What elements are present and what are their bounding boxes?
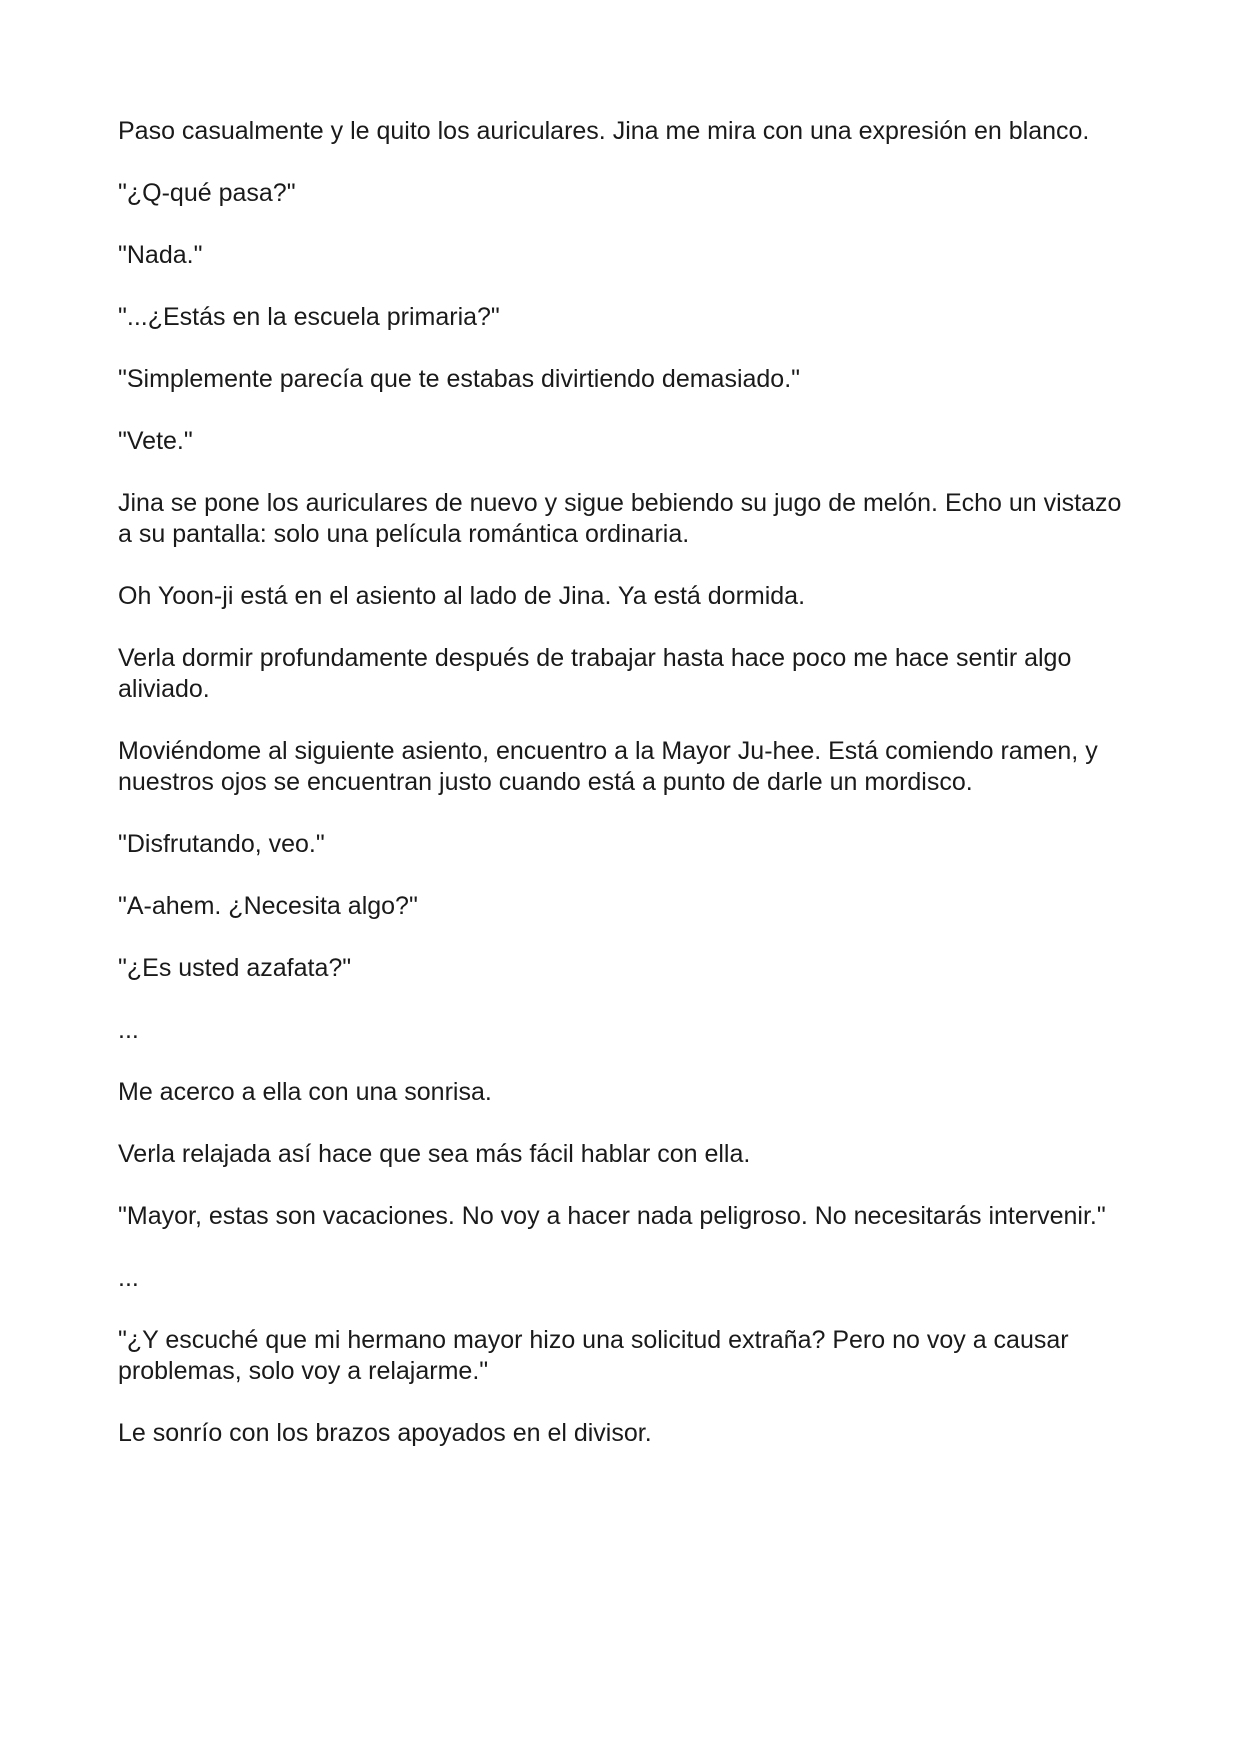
document-body — [118, 116, 1128, 1480]
paragraph: Paso casualmente y le quito los auriculares. Jina me mira con una expresión en blanco. — [118, 117, 1090, 145]
paragraph: "Vete." — [118, 427, 193, 455]
paragraph: ... — [118, 1016, 139, 1044]
paragraph: "Nada." — [118, 241, 203, 269]
paragraph: "Simplemente parecía que te estabas divirtiendo demasiado." — [118, 365, 801, 393]
paragraph: Le sonrío con los brazos apoyados en el divisor. — [118, 1419, 652, 1447]
paragraph: "Disfrutando, veo." — [118, 830, 325, 858]
paragraph: Verla relajada así hace que sea más fácil hablar con ella. — [118, 1140, 751, 1168]
paragraph: "A-ahem. ¿Necesita algo?" — [118, 892, 418, 920]
paragraph: Oh Yoon-ji está en el asiento al lado de Jina. Ya está dormida. — [118, 582, 806, 610]
paragraph: Verla dormir profundamente después de trabajar hasta hace poco me hace sentir algo aliviado. — [118, 644, 1072, 703]
paragraph: ... — [118, 1264, 139, 1292]
paragraph: "¿Q-qué pasa?" — [118, 179, 296, 207]
paragraph: "¿Es usted azafata?" — [118, 954, 352, 982]
paragraph: Moviéndome al siguiente asiento, encuentro a la Mayor Ju-hee. Está comiendo ramen, y nuestros ojos se encuentran justo cuando está a punto de darle un mordisco. — [118, 737, 1098, 796]
paragraph: "Mayor, estas son vacaciones. No voy a hacer nada peligroso. No necesitarás intervenir." — [118, 1202, 1106, 1230]
paragraph: Jina se pone los auriculares de nuevo y sigue bebiendo su jugo de melón. Echo un vistazo a su pantalla: solo una película romántica ordinaria. — [118, 489, 1122, 548]
paragraph: Me acerco a ella con una sonrisa. — [118, 1078, 492, 1106]
paragraph: "...¿Estás en la escuela primaria?" — [118, 303, 500, 331]
paragraph: "¿Y escuché que mi hermano mayor hizo una solicitud extraña? Pero no voy a causar problemas, solo voy a relajarme." — [118, 1326, 1069, 1385]
